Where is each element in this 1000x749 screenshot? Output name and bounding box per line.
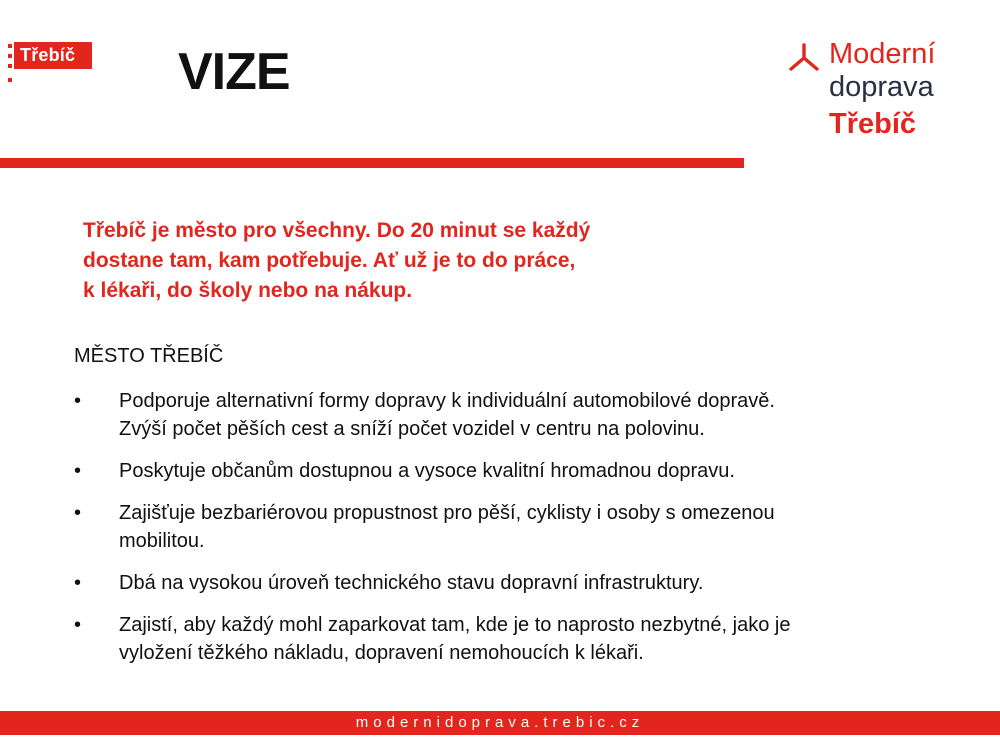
- list-item-line: Zvýší počet pěších cest a sníží počet vozidel v centru na polovinu.: [119, 418, 705, 440]
- bullet-icon: •: [74, 390, 82, 412]
- lead-statement: [83, 216, 743, 306]
- page-title: VIZE: [178, 43, 290, 101]
- list-item-line: Podporuje alternativní formy dopravy k individuální automobilové dopravě.: [119, 390, 775, 412]
- list-item: [74, 611, 954, 667]
- lead-line: Třebíč je město pro všechny. Do 20 minut se každý: [83, 219, 591, 242]
- lead-line: dostane tam, kam potřebuje. Ať už je to do práce,: [83, 249, 576, 272]
- vision-bullet-list: [74, 387, 954, 681]
- logo-line-doprava: doprava: [829, 71, 934, 103]
- moderni-doprava-logo: [787, 37, 977, 147]
- section-heading: MĚSTO TŘEBÍČ: [74, 345, 224, 367]
- logo-line-moderni: Moderní: [829, 38, 936, 70]
- list-item-line: Zajistí, aby každý mohl zaparkovat tam, kde je to naprosto nezbytné, jako je: [119, 614, 791, 636]
- list-item-line: Poskytuje občanům dostupnou a vysoce kvalitní hromadnou dopravu.: [119, 460, 735, 482]
- trebic-city-logo: [6, 42, 88, 86]
- list-item: [74, 569, 954, 597]
- logo-line-trebic: Třebíč: [829, 108, 917, 140]
- header-divider-bar: [0, 158, 744, 168]
- bullet-icon: •: [74, 614, 82, 636]
- logo-dots-icon: [6, 42, 14, 86]
- trebic-logo-text: Třebíč: [14, 42, 92, 69]
- list-item-line: Dbá na vysokou úroveň technického stavu dopravní infrastruktury.: [119, 572, 704, 594]
- bullet-icon: •: [74, 502, 82, 524]
- list-item: [74, 457, 954, 485]
- lead-line: k lékaři, do školy nebo na nákup.: [83, 279, 413, 302]
- tripod-icon: [787, 43, 821, 73]
- list-item-line: vyložení těžkého nákladu, dopravení nemohoucích k lékaři.: [119, 642, 644, 664]
- list-item: [74, 499, 954, 555]
- list-item-line: Zajišťuje bezbariérovou propustnost pro pěší, cyklisty i osoby s omezenou: [119, 502, 775, 524]
- footer-url[interactable]: modernidoprava.trebic.cz: [0, 711, 1000, 735]
- bullet-icon: •: [74, 460, 82, 482]
- list-item-line: mobilitou.: [119, 530, 205, 552]
- bullet-icon: •: [74, 572, 82, 594]
- list-item: [74, 387, 954, 443]
